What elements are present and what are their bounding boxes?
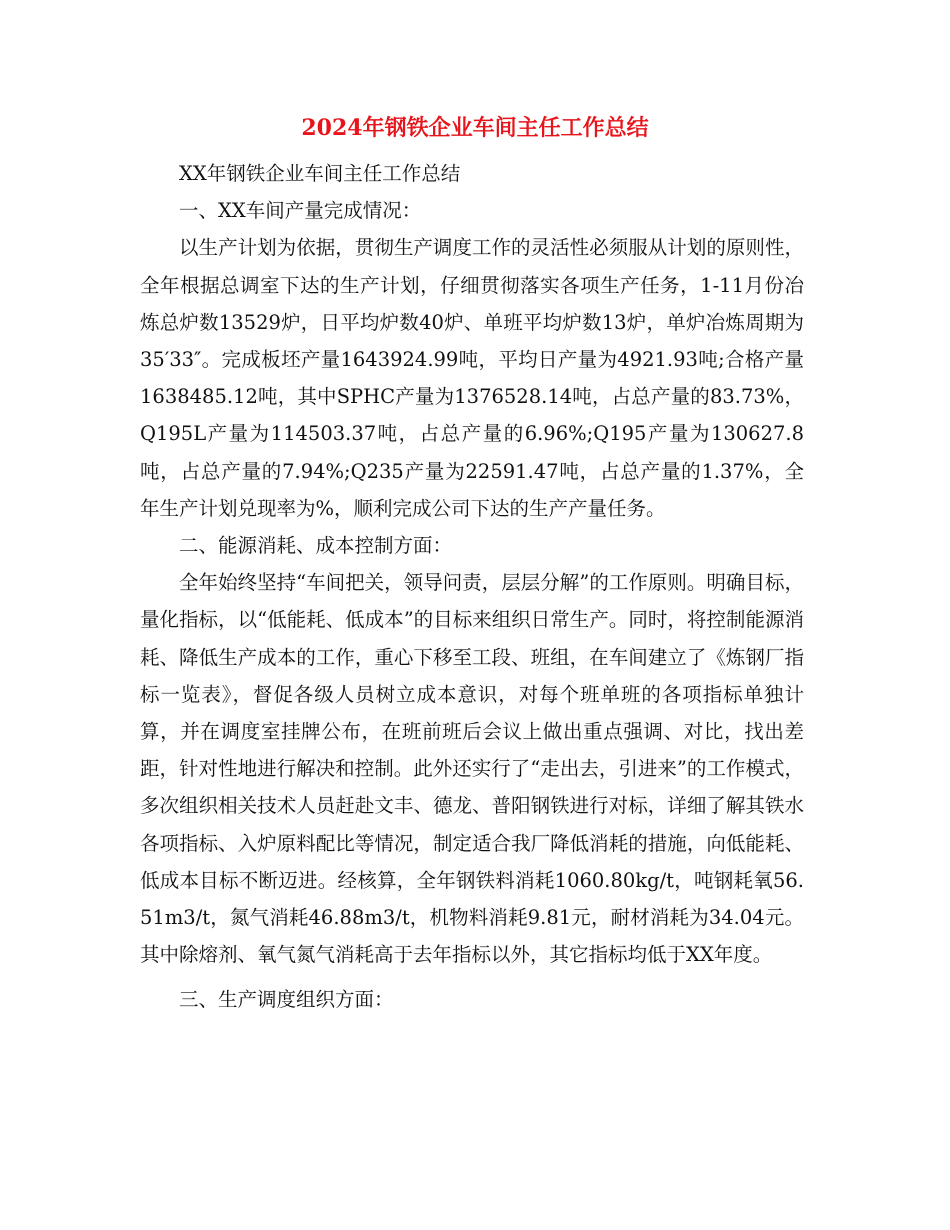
paragraph-energy-cost-details: 全年始终坚持“车间把关，领导问责，层层分解”的工作原则。明确目标，量化指标，以“低能耗、低成本”的目标来组织日常生产。同时，将控制能源消耗、降低生产成本的工作，重心下移至工段、班组，在车间建立了《炼钢厂指标一览表》，督促各级人员树立成本意识，对每个班单班的各项指标单独计算，并在调度室挂牌公布，在班前班后会议上做出重点强调、对比，找出差距，针对性地进行解决和控制。此外还实行了“走出去，引进来”的工作模式，多次组织相关技术人员赶赴文丰、德龙、普阳钢铁进行对标，详细了解其铁水各项指标、入炉原料配比等情况，制定适合我厂降低消耗的措施，向低能耗、低成本目标不断迈进。经核算，全年钢铁料消耗1060.80kg/t，吨钢耗氧56.51m3/t，氮气消耗46.88m3/t，机物料消耗9.81元，耐材消耗为34.04元。其中除熔剂、氧气氮气消耗高于去年指标以外，其它指标均低于XX年度。	[140, 571, 804, 967]
section-heading-output: 一、XX车间产量完成情况：	[179, 199, 422, 223]
document-body	[140, 155, 804, 1019]
section-heading-energy-cost: 二、能源消耗、成本控制方面：	[179, 534, 453, 558]
paragraph-subtitle: XX年钢铁企业车间主任工作总结	[179, 162, 461, 185]
paragraph-output-details: 以生产计划为依据，贯彻生产调度工作的灵活性必须服从计划的原则性，全年根据总调室下达的生产计划，仔细贯彻落实各项生产任务，1-11月份冶炼总炉数13529炉，日平均炉数40炉、单班平均炉数13炉，单炉冶炼周期为35′33″。完成板坯产量1643924.99吨，平均日产量为4921.93吨;合格产量1638485.12吨，其中SPHC产量为1376528.14吨，占总产量的83.73%，Q195L产量为114503.37吨，占总产量的6.96%;Q195产量为130627.8吨，占总产量的7.94%;Q235产量为22591.47吨，占总产量的1.37%，全年生产计划兑现率为%，顺利完成公司下达的生产产量任务。	[140, 236, 804, 520]
section-heading-scheduling: 三、生产调度组织方面：	[179, 988, 394, 1012]
document-title: 2024年钢铁企业车间主任工作总结	[301, 115, 649, 141]
